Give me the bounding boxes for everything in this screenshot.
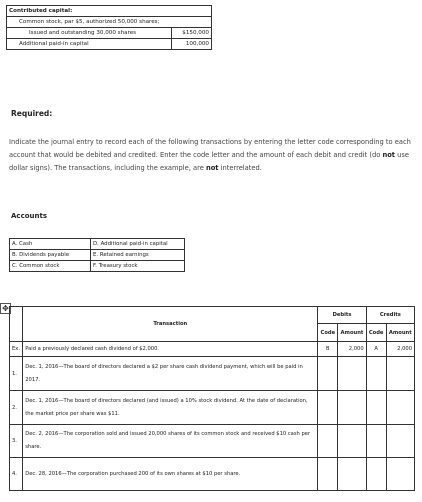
credit-amount-input[interactable]: [386, 425, 414, 458]
debit-amount-input[interactable]: [338, 425, 366, 458]
debit-amount-input[interactable]: [338, 458, 366, 491]
account-c: C. Common stock: [10, 261, 91, 272]
debit-code-input[interactable]: [318, 458, 338, 491]
common-stock-row: Common stock, par $5, authorized 50,000 shares;: [7, 17, 212, 28]
row-number: 4.: [10, 458, 23, 491]
account-b: B. Dividends payable: [10, 250, 91, 261]
table-row: [10, 342, 415, 357]
contributed-capital-table: [6, 5, 212, 50]
credit-code-header: Code: [366, 324, 386, 342]
instructions-text: Indicate the journal entry to record each of the following transactions by entering the letter code corresponding to each account that would be debited and credited. Enter the code letter and the amount of each debit and credit (do not use dollar signs). The transactions, including the example, are not interrelated.: [9, 138, 411, 172]
account-e: E. Retained earnings: [91, 250, 185, 261]
issued-outstanding-label: Issued and outstanding 30,000 shares: [7, 28, 172, 39]
row-number: 3.: [10, 425, 23, 458]
credit-code-input[interactable]: [366, 391, 386, 425]
transaction-text: Dec. 1, 2016—The board of directors declared a $2 per share cash dividend payment, which will be paid in 2017.: [23, 357, 318, 391]
credit-amount: 2,000: [386, 342, 414, 357]
debit-amount-header: Amount: [338, 324, 366, 342]
credit-code-input[interactable]: [366, 357, 386, 391]
credit-code-input[interactable]: [366, 458, 386, 491]
issued-outstanding-value: $150,000: [172, 28, 212, 39]
debits-header: Debits: [318, 307, 366, 324]
account-f: F. Treasury stock: [91, 261, 185, 272]
credit-amount-input[interactable]: [386, 458, 414, 491]
accounts-table: [9, 238, 185, 272]
debit-code: B: [318, 342, 338, 357]
credit-amount-input[interactable]: [386, 391, 414, 425]
credit-code: A: [366, 342, 386, 357]
transaction-header: Transaction: [23, 307, 318, 342]
move-handle-icon[interactable]: ✥: [0, 303, 11, 314]
debit-code-input[interactable]: [318, 357, 338, 391]
account-a: A. Cash: [10, 239, 91, 250]
row-number: Ex.: [10, 342, 23, 357]
row-number: 1.: [10, 357, 23, 391]
apic-value: 100,000: [172, 39, 212, 50]
credit-amount-input[interactable]: [386, 357, 414, 391]
required-heading: Required:: [11, 109, 53, 118]
transaction-text: Paid a previously declared cash dividend of $2,000.: [23, 342, 318, 357]
debit-code-header: Code: [318, 324, 338, 342]
table-row: [10, 425, 415, 458]
journal-table: [9, 306, 415, 491]
transaction-text: Dec. 28, 2016—The corporation purchased 200 of its own shares at $10 per share.: [23, 458, 318, 491]
table-row: [10, 357, 415, 391]
debit-amount: 2,000: [338, 342, 366, 357]
transaction-text: Dec. 2, 2016—The corporation sold and issued 20,000 shares of its common stock and received $10 cash per share.: [23, 425, 318, 458]
transaction-text: Dec. 1, 2016—The board of directors declared (and issued) a 10% stock dividend. At the date of declaration, the market price per share was $11.: [23, 391, 318, 425]
debit-amount-input[interactable]: [338, 357, 366, 391]
account-d: D. Additional paid-in capital: [91, 239, 185, 250]
table-row: [10, 458, 415, 491]
debit-code-input[interactable]: [318, 425, 338, 458]
credit-amount-header: Amount: [386, 324, 414, 342]
credits-header: Credits: [366, 307, 414, 324]
debit-amount-input[interactable]: [338, 391, 366, 425]
apic-label: Additional paid-in capital: [7, 39, 172, 50]
row-number: 2.: [10, 391, 23, 425]
contributed-capital-title: Contributed capital:: [7, 6, 212, 17]
table-row: [10, 391, 415, 425]
credit-code-input[interactable]: [366, 425, 386, 458]
accounts-heading: Accounts: [11, 212, 48, 220]
debit-code-input[interactable]: [318, 391, 338, 425]
